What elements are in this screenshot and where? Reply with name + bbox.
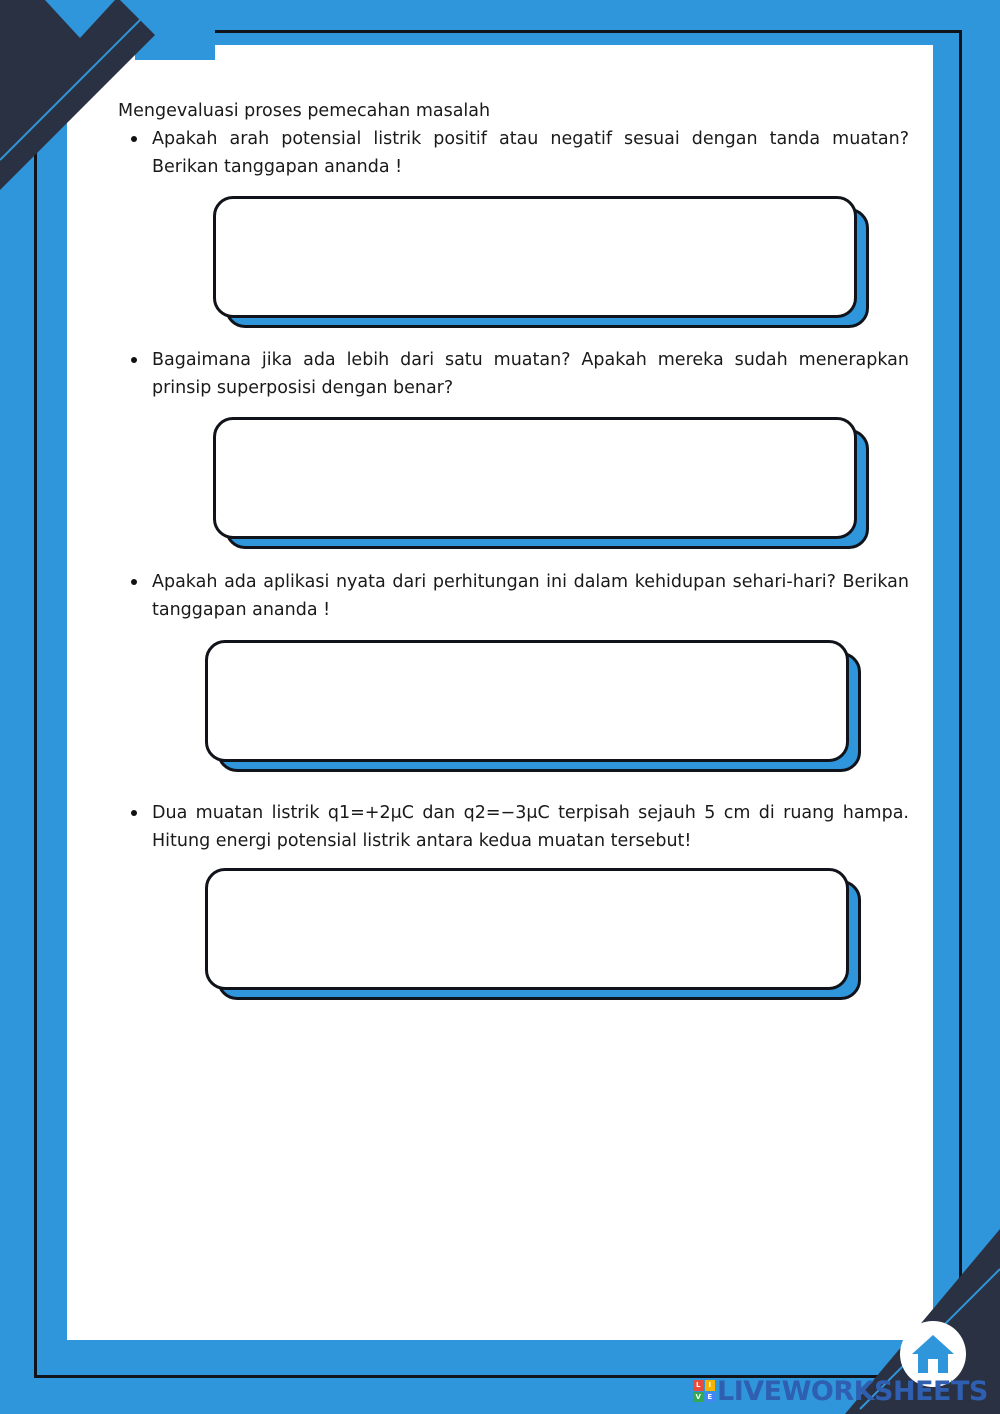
section-heading: Mengevaluasi proses pemecahan masalah (118, 101, 491, 121)
answer-input-4[interactable] (205, 868, 849, 990)
question-2: Bagaimana jika ada lebih dari satu muatan? Apakah mereka sudah menerapkan prinsip superposisi dengan benar? (152, 346, 909, 402)
logo-letter: L (693, 1380, 704, 1391)
question-1: Apakah arah potensial listrik positif atau negatif sesuai dengan tanda muatan? Berikan tanggapan ananda ! (152, 125, 909, 181)
answer-box-4 (205, 868, 849, 990)
logo-text: LIVEWORKSHEETS (717, 1375, 988, 1407)
answer-box-3 (205, 640, 849, 762)
logo-letter: E (705, 1392, 716, 1403)
answer-box-1 (213, 196, 857, 318)
home-icon (910, 1332, 956, 1376)
question-3: Apakah ada aplikasi nyata dari perhitungan ini dalam kehidupan sehari-hari? Berikan tanggapan ananda ! (152, 568, 909, 624)
liveworksheets-logo[interactable] (693, 1375, 988, 1407)
answer-input-2[interactable] (213, 417, 857, 539)
logo-letter: I (705, 1380, 716, 1391)
question-4: Dua muatan listrik q1=+2μC dan q2=−3μC terpisah sejauh 5 cm di ruang hampa. Hitung energi potensial listrik antara kedua muatan tersebut! (152, 799, 909, 855)
answer-box-2 (213, 417, 857, 539)
answer-input-3[interactable] (205, 640, 849, 762)
logo-letter: V (693, 1392, 704, 1403)
answer-input-1[interactable] (213, 196, 857, 318)
logo-badge (693, 1380, 715, 1402)
